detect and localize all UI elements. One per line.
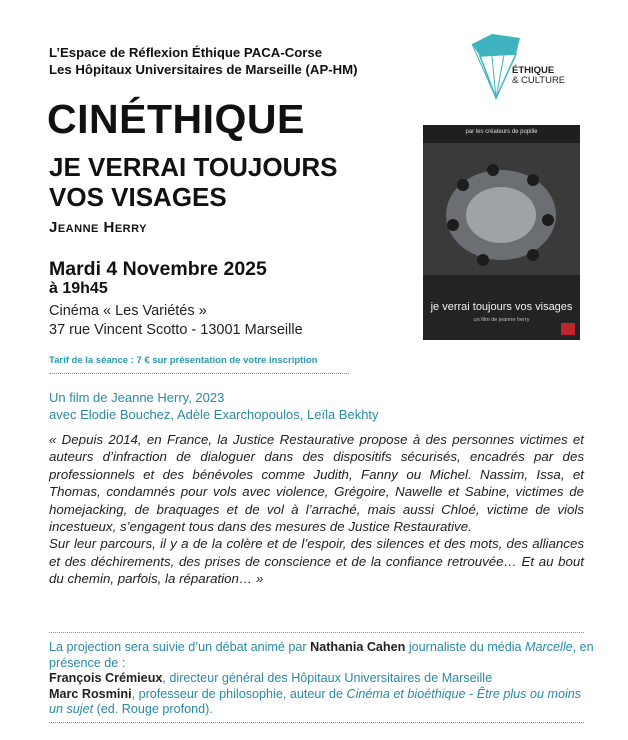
divider bbox=[49, 373, 349, 374]
film-poster bbox=[423, 125, 580, 340]
film-title-line-2: VOS VISAGES bbox=[49, 182, 227, 212]
book-title: Cinéma et bioéthique - Être plus ou moins un sujet bbox=[49, 686, 582, 717]
poster-title: je verrai toujours vos visages bbox=[430, 301, 573, 313]
moderator-role: journaliste du média bbox=[405, 640, 526, 654]
event-time: à 19h45 bbox=[49, 280, 108, 297]
debate-info bbox=[49, 640, 594, 718]
media-name: Marcelle bbox=[525, 640, 573, 654]
film-info-line-1: Un film de Jeanne Herry, 2023 bbox=[49, 390, 225, 405]
film-title-line-1: JE VERRAI TOUJOURS bbox=[49, 152, 338, 182]
logo-line-2: & CULTURE bbox=[512, 75, 566, 86]
logo-line-1: ÉTHIQUE bbox=[512, 65, 555, 76]
film-title bbox=[49, 152, 337, 212]
synopsis-paragraph-1: « Depuis 2014, en France, la Justice Restaurative propose à des personnes victimes et auteurs d’infraction de dialoguer dans des dispositifs sécurisés, encadrés par des professionnels et des bénévoles comme Judith, Fanny ou Michel. Nassim, Issa, et Thomas, condamnés pour vols avec violence, Grégoire, Nawelle et Sabine, victimes de homejacking, de braquages et de vol à l’arraché, mais aussi Chloé, victime de viols incestueux, s’engagent tous dans des mesures de Justice Restaurative. bbox=[49, 432, 584, 535]
moderator-name: Nathania Cahen bbox=[310, 640, 406, 654]
synopsis bbox=[49, 431, 584, 588]
logo-text bbox=[512, 66, 565, 86]
film-info bbox=[49, 389, 379, 423]
organizer-line-2: Les Hôpitaux Universitaires de Marseille (AP-HM) bbox=[49, 62, 358, 77]
film-info-line-2: avec Elodie Bouchez, Adèle Exarchopoulos, Leïla Bekhty bbox=[49, 407, 379, 422]
organizer-line-1: L’Espace de Réflexion Éthique PACA-Corse bbox=[49, 45, 323, 60]
debate-intro: La projection sera suivie d’un débat animé par bbox=[49, 640, 311, 654]
venue-address: 37 rue Vincent Scotto - 13001 Marseille bbox=[49, 322, 303, 338]
venue-name: Cinéma « Les Variétés » bbox=[49, 303, 207, 319]
guest-1-name: François Crémieux bbox=[49, 671, 163, 686]
event-date: Mardi 4 Novembre 2025 bbox=[49, 258, 267, 280]
organizer-block bbox=[49, 44, 358, 78]
series-title: CINÉTHIQUE bbox=[47, 96, 305, 142]
divider bbox=[49, 722, 584, 723]
divider bbox=[49, 632, 584, 633]
director-name: Jeanne Herry bbox=[49, 219, 148, 236]
poster-credit: un film de jeanne herry bbox=[473, 317, 530, 323]
guest-2-name: Marc Rosmini bbox=[49, 686, 132, 701]
poster-top-text: par les créateurs de pupille bbox=[465, 129, 538, 135]
synopsis-paragraph-2: Sur leur parcours, il y a de la colère et de l’espoir, des silences et des mots, des alliances et des déchirements, des prises de conscience et de la confiance retrouvée… Et au bout du chemin, parfois, la réparation… » bbox=[49, 536, 584, 587]
guest-2-role: , professeur de philosophie, auteur de bbox=[131, 686, 347, 701]
debate-presence: , en présence de : bbox=[49, 640, 594, 670]
guest-1-role: , directeur général des Hôpitaux Universitaires de Marseille bbox=[162, 671, 493, 686]
book-publisher: (ed. Rouge profond). bbox=[93, 702, 213, 717]
price-info: Tarif de la séance : 7 € sur présentation de votre inscription bbox=[49, 355, 318, 366]
event-venue bbox=[49, 302, 303, 340]
